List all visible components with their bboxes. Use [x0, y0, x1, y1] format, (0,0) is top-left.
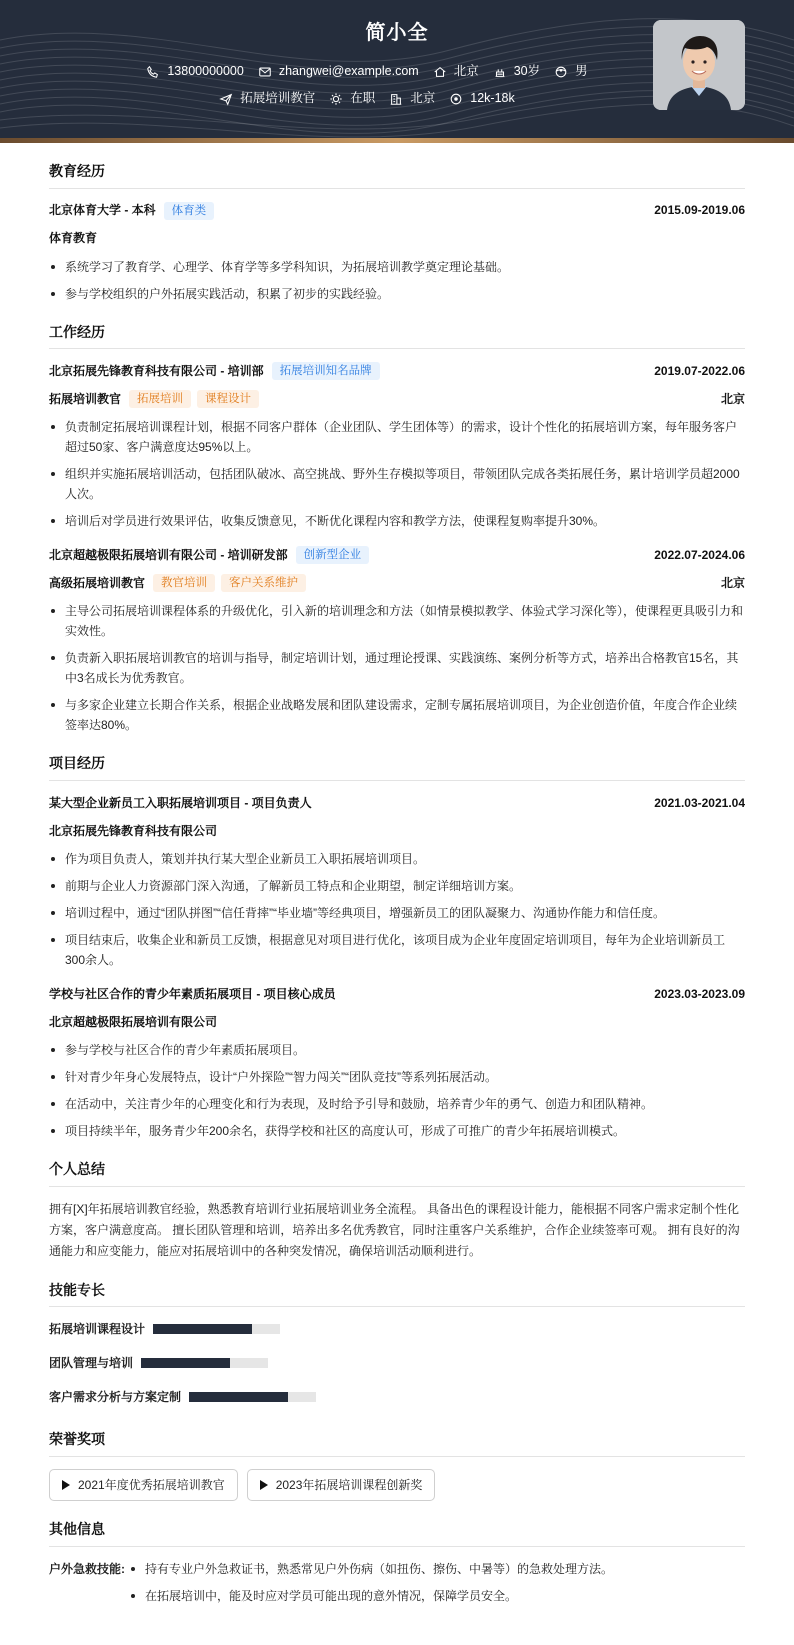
- role-tag: 课程设计: [197, 390, 259, 408]
- email-item: [258, 62, 419, 81]
- age-item: [493, 62, 540, 81]
- company-tag: 创新型企业: [296, 546, 370, 564]
- candidate-name: 简小全: [365, 22, 429, 44]
- list-item: 项目持续半年，服务青少年200余名，获得学校和社区的高度认可，形成了可推广的青少年拓展培训模式。: [49, 1121, 745, 1141]
- entry-subheader: [49, 1012, 745, 1032]
- job-entry: [49, 361, 745, 531]
- project-entry: [49, 984, 745, 1141]
- mail-icon: [258, 65, 272, 79]
- entry-subheader: [49, 573, 745, 593]
- entry-header: [49, 201, 745, 221]
- work-section: [49, 322, 745, 736]
- skill-level-bar: [141, 1358, 268, 1368]
- list-item: 培训过程中，通过“团队拼图”“信任背摔”“毕业墙”等经典项目，增强新员工的团队凝聚力、沟通协作能力和信任度。: [49, 903, 745, 923]
- entry-subheader: [49, 389, 745, 409]
- summary-section: [49, 1159, 745, 1262]
- role-tag: 教官培训: [153, 574, 215, 592]
- list-item: 组织并实施拓展培训活动，包括团队破冰、高空挑战、野外生存模拟等项目，带领团队完成各类拓展任务，累计培训学员超2000人次。: [49, 464, 745, 504]
- major-name: 体育教育: [49, 231, 98, 246]
- summary-text: 拥有[X]年拓展培训教官经验，熟悉教育培训行业拓展培训业务全流程。 具备出色的课程设计能力，能根据不同客户需求定制个性化方案，客户满意度高。 擅长团队管理和培训，培养出多名优秀教官，同时注重客户关系维护，合作企业续签率可观。 拥有良好的沟通能力和应变能力，能应对拓展培训中的各种突发情况，确保培训活动顺利进行。: [49, 1201, 740, 1258]
- skill-name: 团队管理与培训: [49, 1356, 134, 1371]
- skill-item: [49, 1387, 399, 1407]
- building-icon: [389, 92, 403, 106]
- entry-date: 2023.03-2023.09: [654, 986, 745, 1001]
- resume-body: [0, 161, 794, 1613]
- list-item: 主导公司拓展培训课程体系的升级优化，引入新的培训理念和方法（如情景模拟教学、体验式学习深化等），使课程更具吸引力和实效性。: [49, 601, 745, 641]
- status-item: [329, 89, 375, 108]
- section-title: 技能专长: [49, 1280, 745, 1308]
- avatar-portrait: [653, 20, 745, 110]
- section-title: 个人总结: [49, 1159, 745, 1187]
- entry-date: 2022.07-2024.06: [654, 548, 745, 563]
- play-icon: [62, 1480, 70, 1490]
- bullet-list: [129, 1559, 613, 1613]
- job-role: 高级拓展培训教官: [49, 576, 146, 591]
- list-item: 项目结束后，收集企业和新员工反馈，根据意见对项目进行优化，该项目成为企业年度固定培训项目，每年为企业培训新员工300余人。: [49, 930, 745, 970]
- list-item: 持有专业户外急救证书，熟悉常见户外伤病（如扭伤、擦伤、中暑等）的急救处理方法。: [129, 1559, 613, 1579]
- skill-level-bar: [153, 1324, 280, 1334]
- job-entry: [49, 545, 745, 735]
- salary-text: 12k-18k: [470, 91, 515, 105]
- company-tag: 拓展培训知名品牌: [272, 362, 380, 380]
- skill-level-bar: [189, 1392, 316, 1402]
- money-icon: [449, 92, 463, 106]
- skill-item: [49, 1353, 399, 1373]
- awards-list: [49, 1469, 745, 1501]
- entry-subheader: [49, 229, 745, 249]
- section-title: 工作经历: [49, 322, 745, 350]
- role-tag: 拓展培训: [129, 390, 191, 408]
- home-icon: [433, 65, 447, 79]
- job-city: 北京: [720, 576, 745, 591]
- age-icon: [493, 65, 507, 79]
- gender-text: 男: [575, 64, 588, 78]
- city-item: [389, 89, 435, 108]
- education-entry: [49, 201, 745, 304]
- entry-header: [49, 545, 745, 565]
- entry-date: 2019.07-2022.06: [654, 364, 745, 379]
- header-accent-line: [0, 138, 794, 143]
- other-info-row: [49, 1559, 745, 1613]
- awards-section: [49, 1429, 745, 1501]
- skills-list: [49, 1319, 745, 1421]
- skill-level-fill: [141, 1358, 230, 1368]
- award-name: 2023年拓展培训课程创新奖: [275, 1477, 423, 1492]
- list-item: 负责新入职拓展培训教官的培训与指导，制定培训计划，通过理论授课、实践演练、案例分析等方式，培养出合格教官15名，其中3名成长为优秀教官。: [49, 648, 745, 688]
- position-text: 拓展培训教官: [240, 91, 316, 105]
- play-icon: [260, 1480, 268, 1490]
- status-icon: [329, 92, 343, 106]
- list-item: 系统学习了教育学、心理学、体育学等多学科知识，为拓展培训教学奠定理论基础。: [49, 257, 745, 277]
- skill-level-fill: [189, 1392, 288, 1402]
- position-item: [219, 89, 315, 108]
- school-tag: 体育类: [164, 202, 215, 220]
- status-text: 在职: [350, 91, 376, 105]
- job-role: 拓展培训教官: [49, 392, 122, 407]
- skill-item: [49, 1319, 399, 1339]
- list-item: 负责制定拓展培训课程计划，根据不同客户群体（企业团队、学生团体等）的需求，设计个性化的拓展培训方案，每年服务客户超过50家、客户满意度达95%以上。: [49, 417, 745, 457]
- entry-header: [49, 361, 745, 381]
- project-name: 学校与社区合作的青少年素质拓展项目 - 项目核心成员: [49, 986, 336, 1001]
- entry-header: [49, 984, 745, 1004]
- education-section: [49, 161, 745, 304]
- list-item: 前期与企业人力资源部门深入沟通，了解新员工特点和企业期望，制定详细培训方案。: [49, 876, 745, 896]
- project-org: 北京超越极限拓展培训有限公司: [49, 1014, 218, 1029]
- bullet-list: [49, 417, 745, 531]
- section-title: 其他信息: [49, 1519, 745, 1547]
- send-icon: [219, 92, 233, 106]
- bullet-list: [49, 1040, 745, 1141]
- entry-subheader: [49, 821, 745, 841]
- section-title: 荣誉奖项: [49, 1429, 745, 1457]
- list-item: 针对青少年身心发展特点，设计“户外探险”“智力闯关”“团队竞技”等系列拓展活动。: [49, 1067, 745, 1087]
- gender-icon: [554, 65, 568, 79]
- list-item: 在活动中，关注青少年的心理变化和行为表现，及时给予引导和鼓励，培养青少年的勇气、创造力和团队精神。: [49, 1094, 745, 1114]
- project-org: 北京拓展先锋教育科技有限公司: [49, 823, 218, 838]
- profile-photo: [653, 20, 745, 110]
- resume-header: [0, 0, 794, 143]
- list-item: 培训后对学员进行效果评估，收集反馈意见，不断优化课程内容和教学方法，使课程复购率提升30%。: [49, 511, 745, 531]
- list-item: 在拓展培训中，能及时应对学员可能出现的意外情况，保障学员安全。: [129, 1586, 613, 1606]
- salary-item: [449, 89, 514, 108]
- bullet-list: [49, 257, 745, 304]
- age-text: 30岁: [513, 64, 541, 78]
- bullet-list: [49, 849, 745, 970]
- skill-name: 拓展培训课程设计: [49, 1322, 146, 1337]
- skill-level-fill: [153, 1324, 252, 1334]
- projects-section: [49, 753, 745, 1141]
- email-address: zhangwei@example.com: [278, 64, 419, 78]
- list-item: 参与学校与社区合作的青少年素质拓展项目。: [49, 1040, 745, 1060]
- company-name: 北京拓展先锋教育科技有限公司 - 培训部: [49, 364, 264, 379]
- city-text: 北京: [410, 91, 436, 105]
- school-name: 北京体育大学 - 本科: [49, 203, 156, 218]
- list-item: 作为项目负责人，策划并执行某大型企业新员工入职拓展培训项目。: [49, 849, 745, 869]
- project-name: 某大型企业新员工入职拓展培训项目 - 项目负责人: [49, 795, 312, 810]
- job-city: 北京: [720, 392, 745, 407]
- other-info-label: 户外急救技能:: [49, 1561, 125, 1576]
- award-name: 2021年度优秀拓展培训教官: [78, 1477, 225, 1492]
- location-text: 北京: [453, 64, 479, 78]
- bullet-list: [49, 601, 745, 735]
- other-section: [49, 1519, 745, 1613]
- award-item: [247, 1469, 436, 1501]
- entry-date: 2021.03-2021.04: [654, 795, 745, 810]
- phone-item: [146, 62, 243, 81]
- project-entry: [49, 793, 745, 970]
- role-tag: 客户关系维护: [221, 574, 306, 592]
- list-item: 与多家企业建立长期合作关系，根据企业战略发展和团队建设需求，定制专属拓展培训项目，为企业创造价值，年度合作企业续签率达80%。: [49, 695, 745, 735]
- company-name: 北京超越极限拓展培训有限公司 - 培训研发部: [49, 548, 288, 563]
- location-item: [433, 62, 479, 81]
- section-title: 教育经历: [49, 161, 745, 189]
- entry-date: 2015.09-2019.06: [654, 203, 745, 218]
- gender-item: [554, 62, 588, 81]
- skills-section: [49, 1280, 745, 1422]
- entry-header: [49, 793, 745, 813]
- phone-number: 13800000000: [167, 64, 244, 78]
- award-item: [49, 1469, 238, 1501]
- phone-icon: [146, 65, 160, 79]
- list-item: 参与学校组织的户外拓展实践活动，积累了初步的实践经验。: [49, 284, 745, 304]
- skill-name: 客户需求分析与方案定制: [49, 1390, 182, 1405]
- section-title: 项目经历: [49, 753, 745, 781]
